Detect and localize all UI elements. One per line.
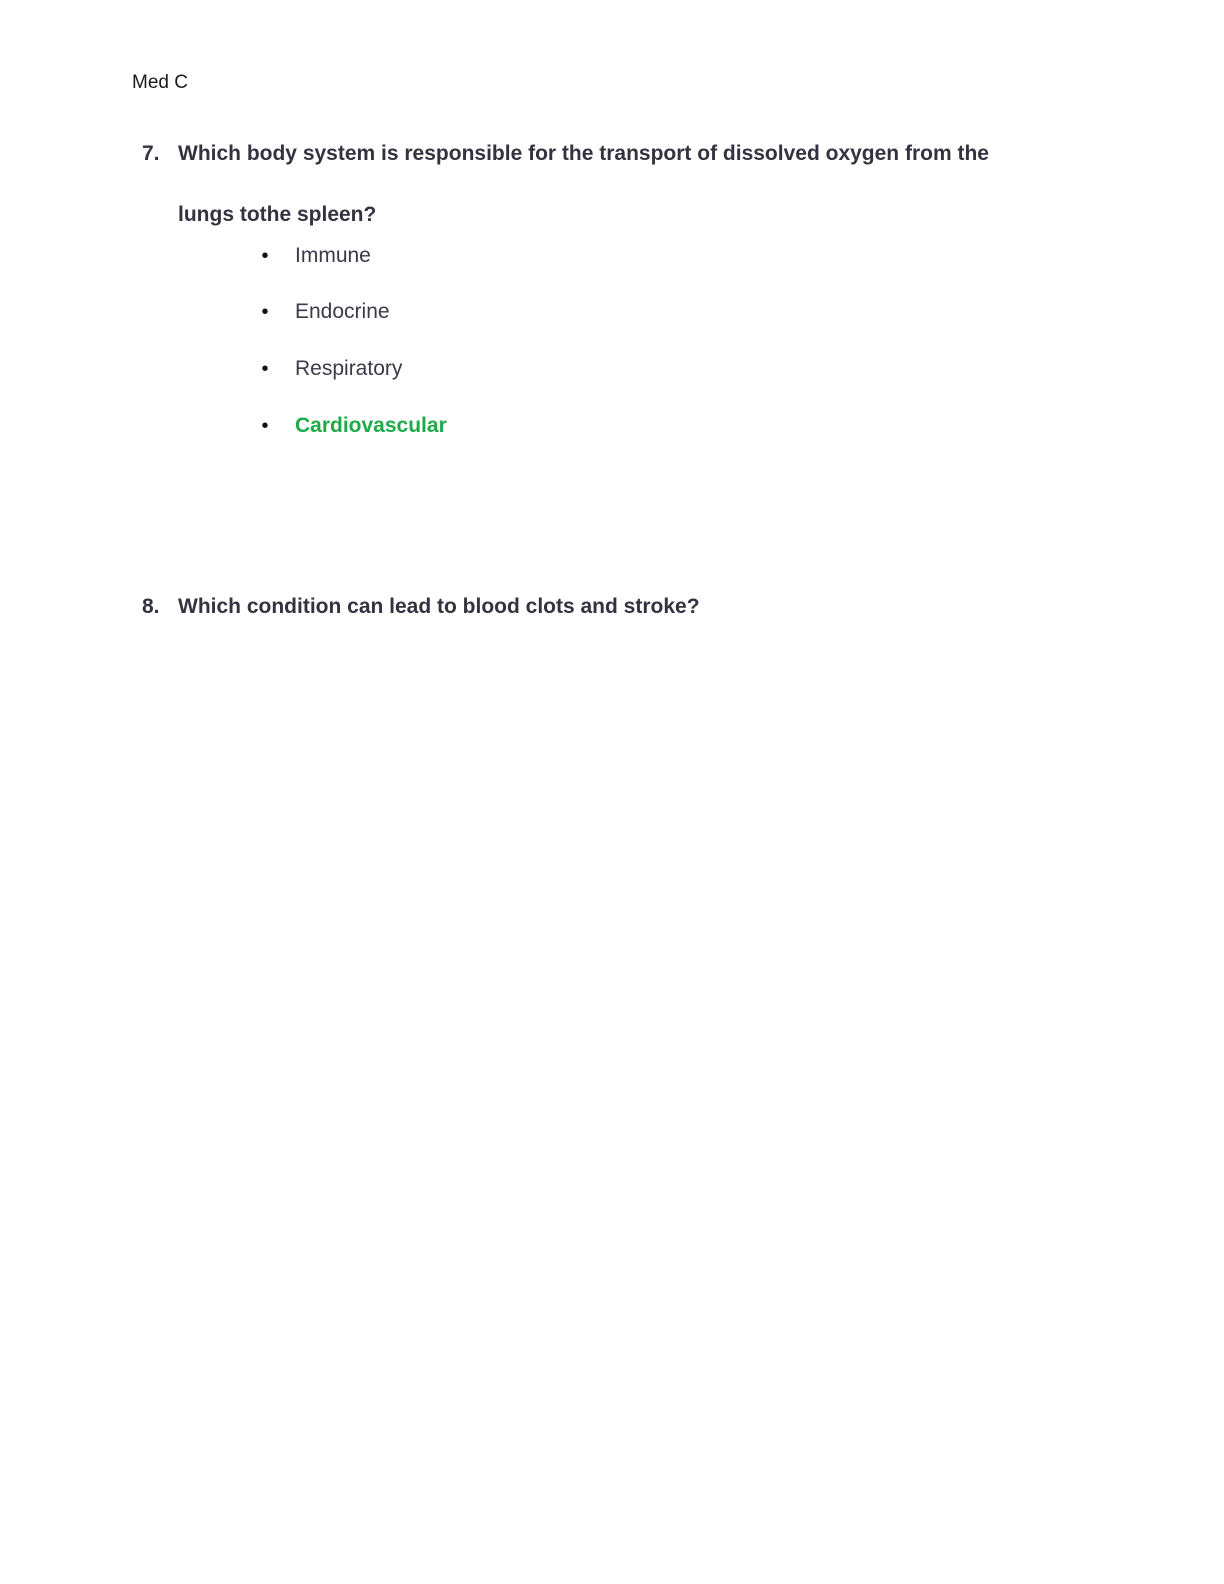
- option-label: Respiratory: [295, 357, 403, 380]
- question-text-line-2: lungs tothe spleen?: [178, 203, 377, 226]
- bullet-icon: •: [261, 358, 269, 380]
- question-7: [142, 142, 1042, 232]
- option-label: Endocrine: [295, 300, 390, 323]
- option-label: Immune: [295, 244, 371, 267]
- question-text-line-1: Which body system is responsible for the transport of dissolved oxygen from the: [178, 142, 989, 165]
- question-number: 7.: [142, 142, 160, 165]
- bullet-icon: •: [261, 245, 269, 267]
- option-label-correct: Cardiovascular: [295, 414, 447, 437]
- question-8: [142, 595, 1042, 625]
- bullet-icon: •: [261, 415, 269, 437]
- page-header: Med C: [132, 72, 188, 93]
- bullet-icon: •: [261, 301, 269, 323]
- question-number: 8.: [142, 595, 160, 618]
- question-text-line-1: Which condition can lead to blood clots and stroke?: [178, 595, 700, 618]
